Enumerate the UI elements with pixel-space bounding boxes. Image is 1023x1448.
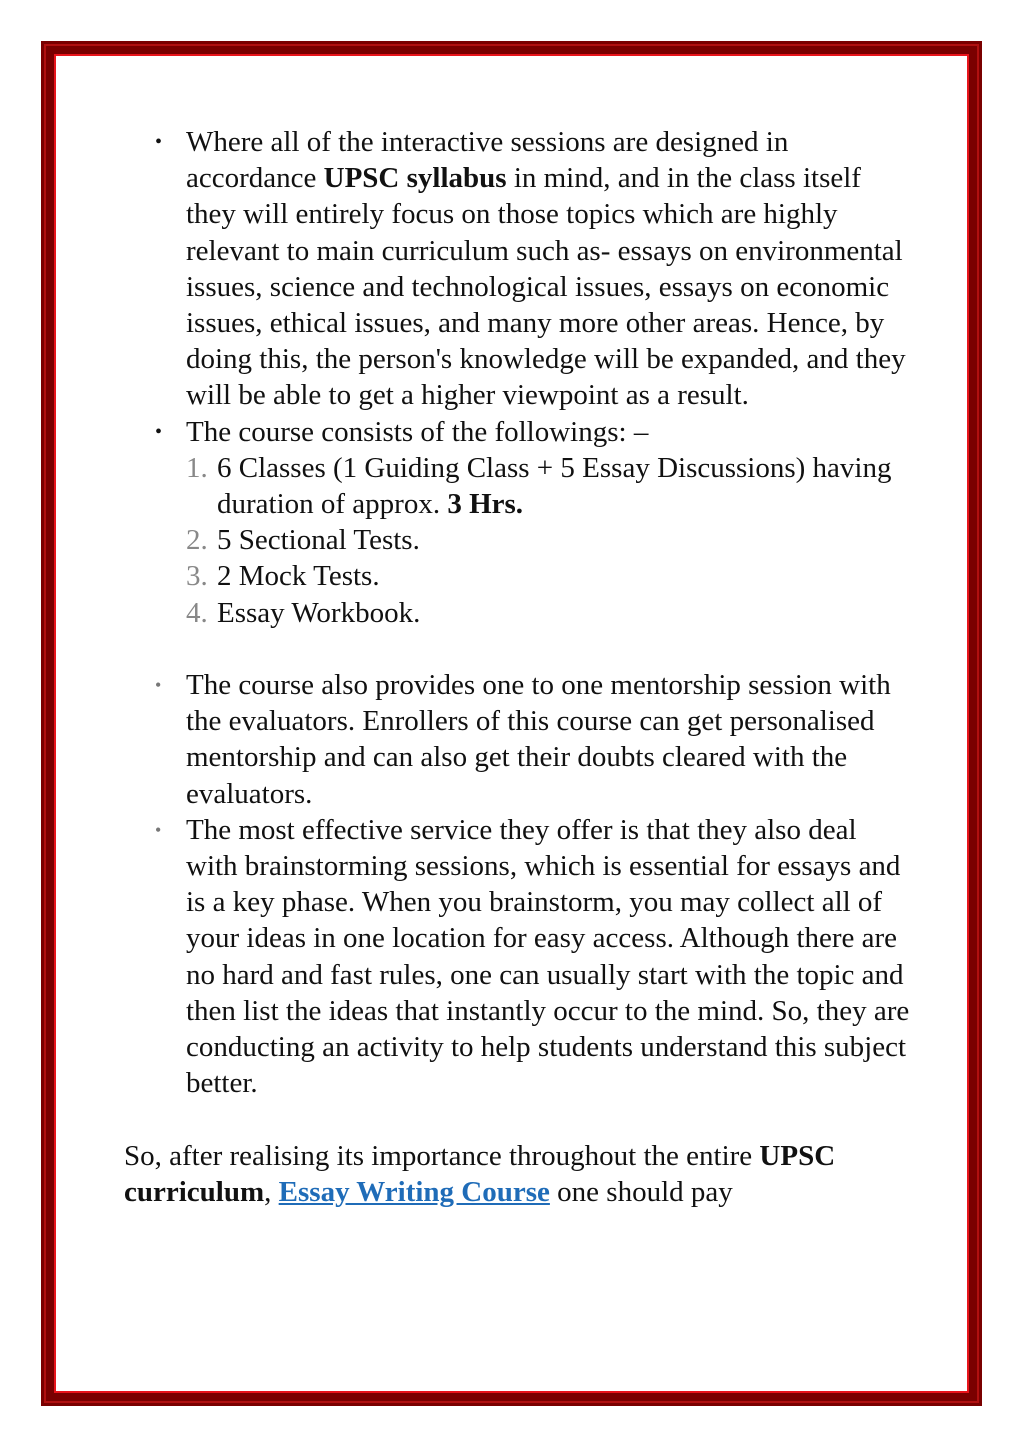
- item-number: 3.: [186, 560, 208, 593]
- list-item: [186, 450, 914, 522]
- paragraph-text: So, after realising its importance throughout the entire: [124, 1139, 760, 1172]
- list-item: [155, 124, 914, 414]
- item-number: 1.: [186, 451, 208, 484]
- list-item: [186, 522, 914, 558]
- paragraph-text: one should pay: [549, 1175, 733, 1208]
- comma-text: ,: [264, 1175, 279, 1208]
- blank-line: [124, 631, 914, 667]
- list-item: [155, 812, 914, 1102]
- list-item: [155, 414, 914, 631]
- bullet-list-primary: [124, 124, 914, 631]
- list-item: [186, 558, 914, 594]
- paragraph-text: The most effective service they offer is that they also deal with brainstorming sessions, which is essential for essays and is a key phase. When you brainstorm, you may collect all of your ideas in one location for easy access. Although there are no hard and fast rules, one can usually start with the topic and then list the ideas that instantly occur to the mind. So, they are conducting an activity to help students understand this subject better.: [186, 813, 910, 1100]
- essay-writing-course-link[interactable]: Essay Writing Course: [278, 1175, 550, 1208]
- paragraph-text: The course consists of the followings: –: [186, 415, 649, 448]
- course-items-list: [186, 450, 914, 631]
- item-number: 4.: [186, 596, 208, 629]
- list-item: [155, 667, 914, 812]
- item-number: 2.: [186, 524, 208, 557]
- list-item: [186, 595, 914, 631]
- item-text: Essay Workbook.: [217, 596, 421, 629]
- bullet-icon: •: [155, 819, 162, 840]
- bold-text: 3 Hrs.: [447, 488, 524, 521]
- bullet-list-secondary: [124, 667, 914, 1101]
- paragraph-text: Where all of the interactive sessions are designed in accordance: [186, 126, 789, 195]
- item-text: 6 Classes (1 Guiding Class + 5 Essay Discussions) having duration of approx.: [217, 451, 892, 521]
- paragraph-text: in mind, and in the class itself they will entirely focus on those topics which are highly relevant to main curriculum such as- essays on environmental issues, science and technological issues, essays on economic issues, ethical issues, and many more other areas. Hence, by doing this, the person's knowledge will be expanded, and they will be able to get a higher viewpoint as a result.: [186, 162, 906, 412]
- paragraph-text: The course also provides one to one mentorship session with the evaluators. Enrollers of this course can get personalised mentorship and can also get their doubts cleared with the evaluators.: [186, 669, 891, 810]
- bold-text: UPSC curriculum: [124, 1139, 836, 1208]
- bullet-icon: •: [155, 420, 163, 443]
- closing-paragraph: [124, 1138, 914, 1210]
- item-text: 5 Sectional Tests.: [217, 524, 420, 557]
- document-body: [124, 124, 914, 1210]
- blank-line: [124, 1101, 914, 1137]
- bullet-icon: •: [155, 131, 163, 153]
- bold-text: UPSC syllabus: [323, 162, 507, 195]
- item-text: 2 Mock Tests.: [217, 560, 380, 593]
- bullet-icon: •: [155, 675, 162, 696]
